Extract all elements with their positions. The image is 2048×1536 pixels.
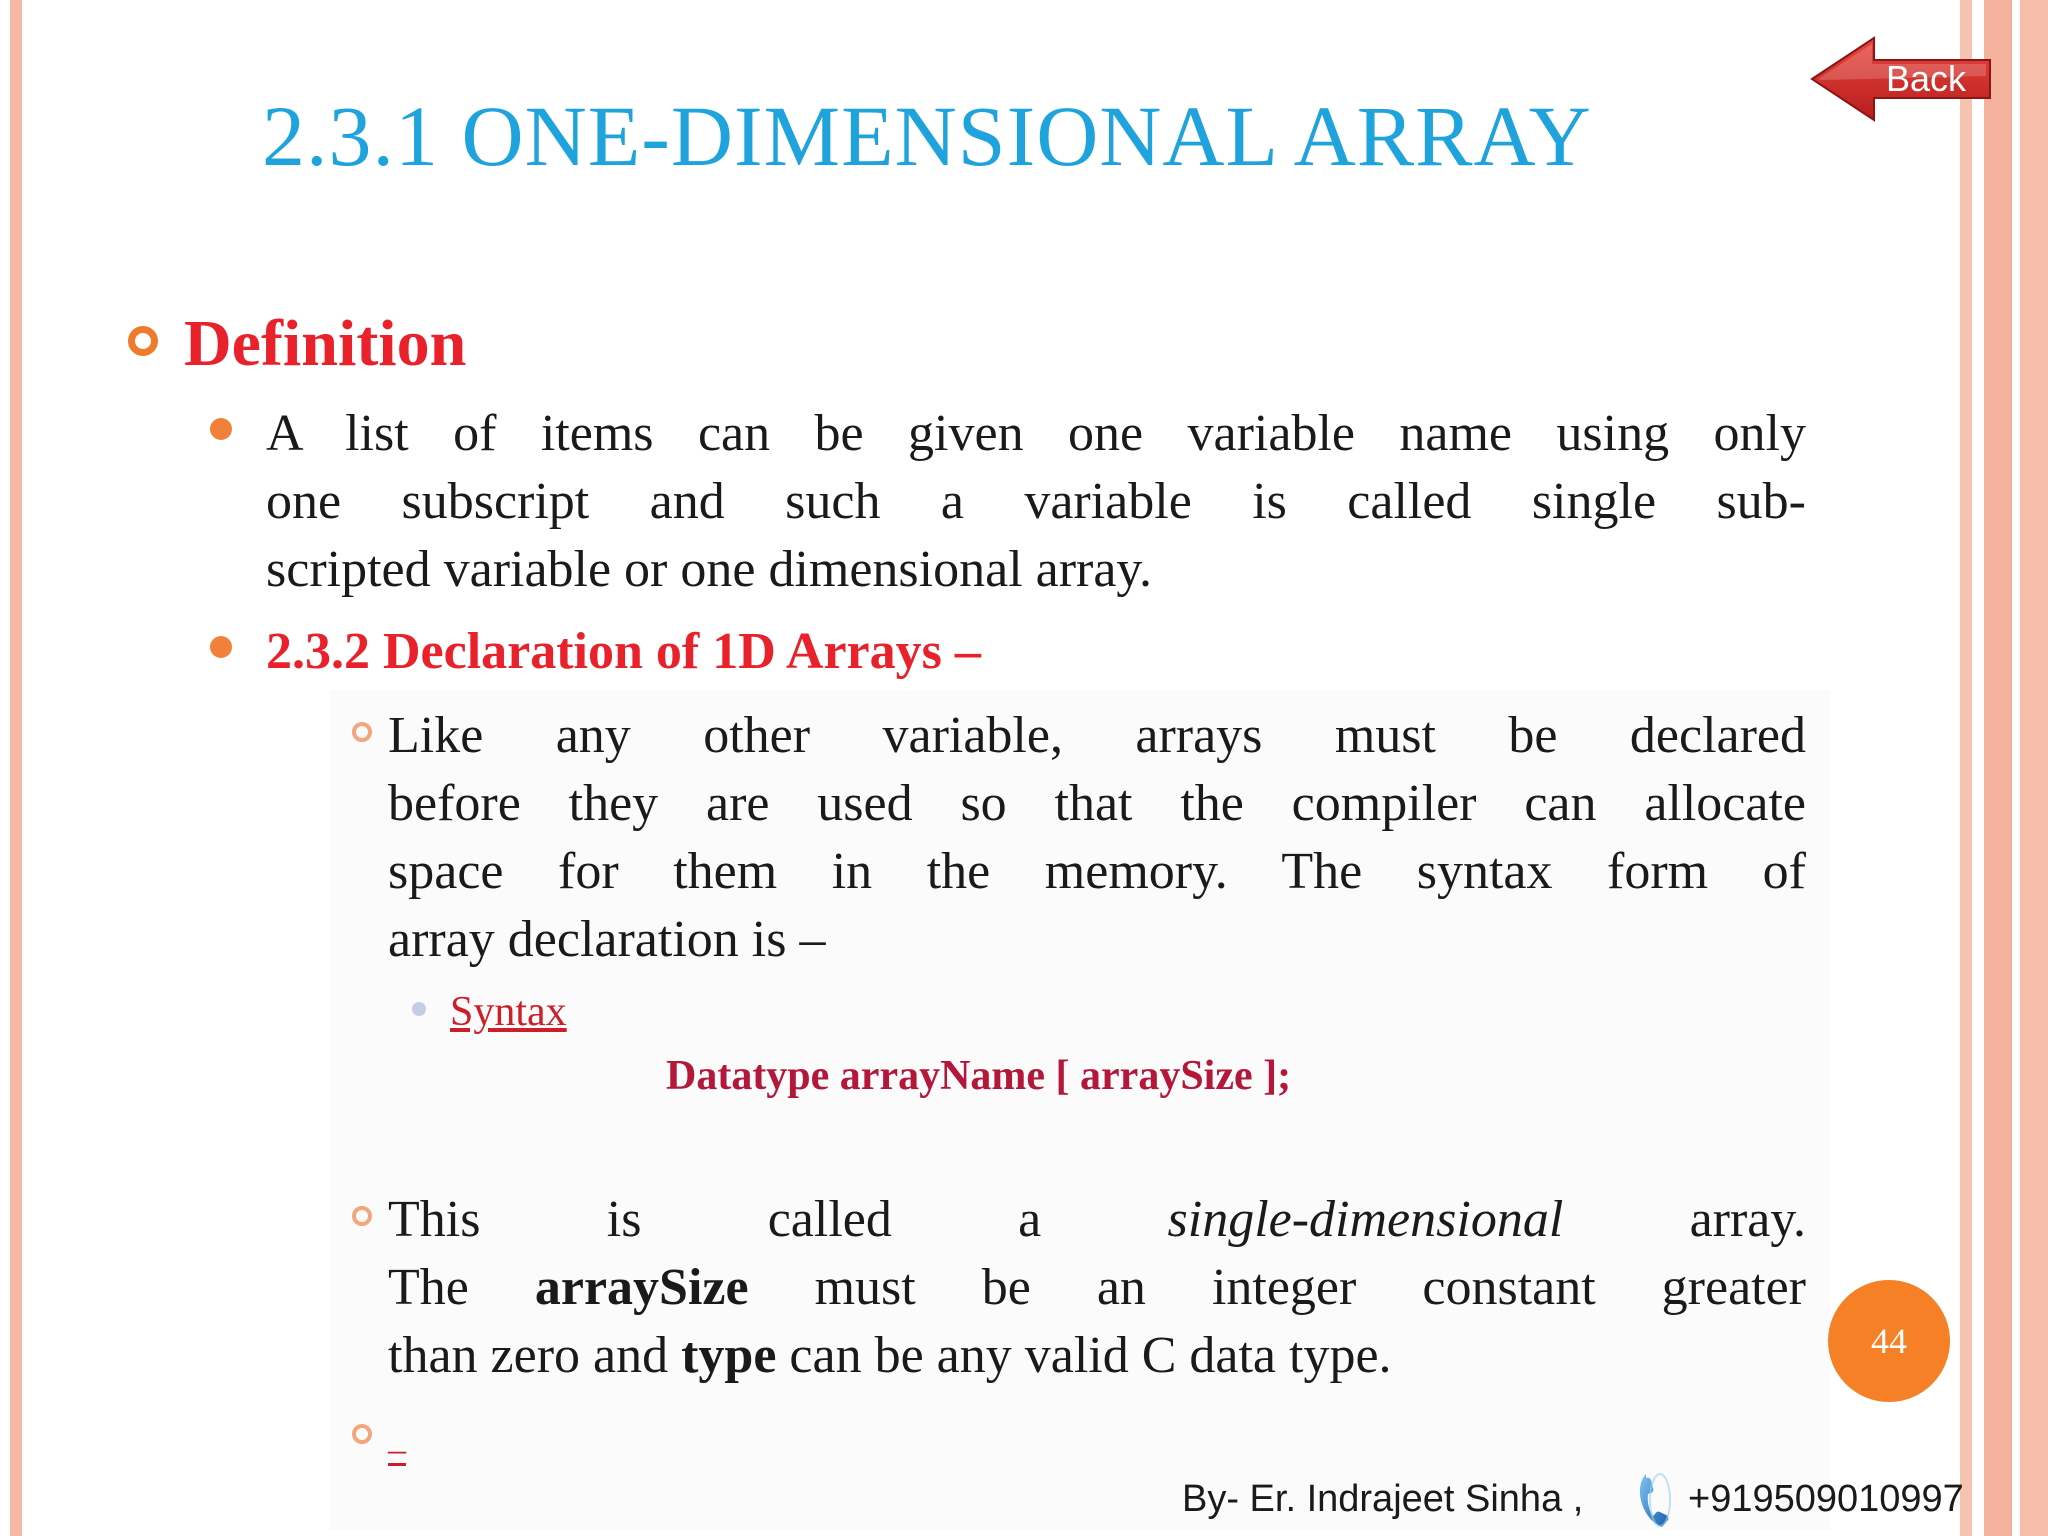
text-line: The arraySize must be an integer constant greater: [388, 1259, 1806, 1316]
definition-text: [266, 400, 1806, 604]
text-line: A list of items can be given one variable name using only: [266, 405, 1806, 462]
text-line: array declaration is –: [388, 911, 826, 968]
bullet-dot-icon: [210, 418, 232, 440]
page-number-badge: 44: [1828, 1280, 1950, 1402]
right-border-stripe: [2020, 0, 2048, 1536]
text-line: This is called a single-dimensional array.: [388, 1191, 1806, 1248]
bullet-ring-icon: [352, 722, 372, 742]
declaration-heading: 2.3.2 Declaration of 1D Arrays –: [266, 623, 981, 680]
phone-icon: [1636, 1470, 1674, 1530]
bullet-ring-icon: [128, 326, 158, 356]
text-line: before they are used so that the compiler can allocate: [388, 775, 1806, 832]
text-line: than zero and type can be any valid C data type.: [388, 1327, 1392, 1384]
bullet-dot-icon: [210, 636, 232, 658]
definition-heading: Definition: [184, 307, 467, 380]
phone-number: +919509010997: [1688, 1478, 1964, 1520]
right-border-stripe: [1984, 0, 2012, 1536]
bullet-ring-icon: [352, 1206, 372, 1226]
bullet-ring-icon: [352, 1424, 372, 1444]
back-button[interactable]: [1810, 36, 1994, 122]
syntax-code: Datatype arrayName [ arraySize ];: [666, 1053, 1292, 1099]
slide-title: 2.3.1 ONE-DIMENSIONAL ARRAY: [262, 88, 1592, 184]
declaration-intro: [388, 702, 1806, 974]
text-line: one subscript and such a variable is called single sub-: [266, 473, 1806, 530]
back-button-label: Back: [1886, 58, 1967, 99]
text-line: scripted variable or one dimensional array.: [266, 541, 1153, 598]
syntax-link[interactable]: Syntax: [450, 989, 567, 1035]
empty-list-item[interactable]: –: [388, 1429, 406, 1469]
right-border-stripe: [1960, 0, 1972, 1536]
text-line: Like any other variable, arrays must be declared: [388, 707, 1806, 764]
bullet-dot-icon: [412, 1002, 426, 1016]
text-line: space for them in the memory. The syntax form of: [388, 843, 1806, 900]
left-border: [10, 0, 22, 1536]
array-size-note: [388, 1186, 1806, 1390]
author-credit: By- Er. Indrajeet Sinha ,: [1182, 1478, 1584, 1520]
